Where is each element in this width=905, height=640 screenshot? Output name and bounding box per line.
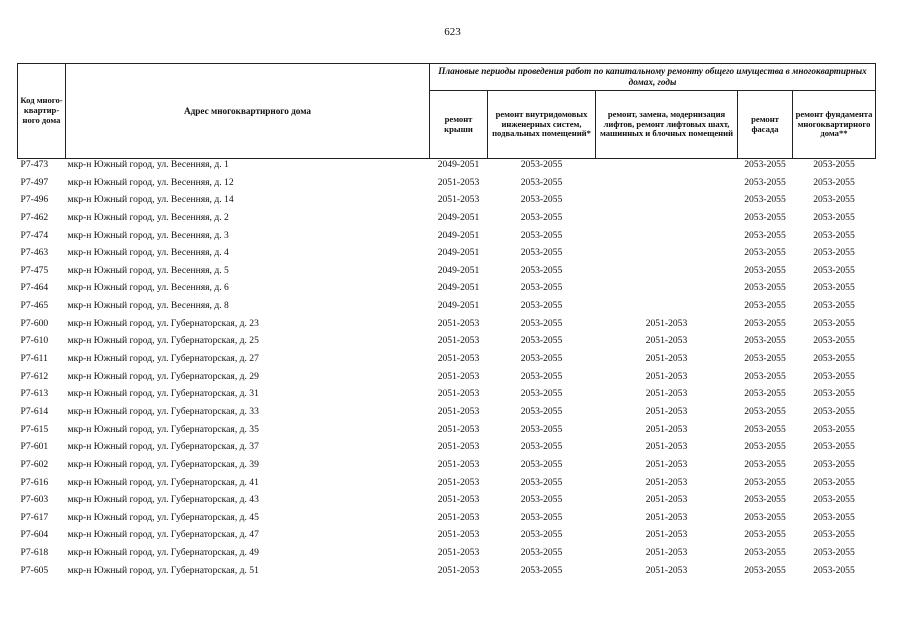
cell-elevators: 2051-2053 <box>645 423 688 435</box>
cell-address: мкр-н Южный город, ул. Губернаторская, д. 35 <box>67 423 259 435</box>
cell-address: мкр-н Южный город, ул. Весенняя, д. 8 <box>67 300 229 312</box>
cell-engineering: 2053-2055 <box>520 547 563 559</box>
cell-elevators: 2051-2053 <box>645 441 688 453</box>
table-row <box>18 565 876 583</box>
cell-address: мкр-н Южный город, ул. Губернаторская, д. 39 <box>67 458 259 470</box>
cell-facade: 2053-2055 <box>744 494 786 506</box>
table-row <box>18 212 876 230</box>
cell-elevators: 2051-2053 <box>645 511 688 523</box>
cell-elevators <box>596 212 738 230</box>
cell-foundation: 2053-2055 <box>813 423 855 435</box>
cell-facade: 2053-2055 <box>744 176 786 188</box>
cell-engineering: 2053-2055 <box>520 370 563 382</box>
cell-elevators <box>596 159 738 177</box>
cell-engineering: 2053-2055 <box>520 317 563 329</box>
cell-address: мкр-н Южный город, ул. Губернаторская, д. 45 <box>67 511 259 523</box>
cell-roof: 2049-2051 <box>437 282 480 294</box>
cell-elevators <box>596 282 738 300</box>
cell-address: мкр-н Южный город, ул. Весенняя, д. 6 <box>67 282 229 294</box>
cell-roof: 2051-2053 <box>437 547 480 559</box>
cell-elevators: 2051-2053 <box>645 317 688 329</box>
cell-elevators: 2051-2053 <box>645 458 688 470</box>
cell-facade: 2053-2055 <box>744 564 786 576</box>
cell-foundation: 2053-2055 <box>813 317 855 329</box>
cell-roof: 2051-2053 <box>437 458 480 470</box>
table-row <box>18 265 876 283</box>
cell-elevators: 2051-2053 <box>645 564 688 576</box>
cell-facade: 2053-2055 <box>744 282 786 294</box>
cell-roof: 2049-2051 <box>437 159 480 170</box>
cell-foundation: 2053-2055 <box>813 335 855 347</box>
table-row <box>18 177 876 195</box>
cell-facade: 2053-2055 <box>744 547 786 559</box>
table-row <box>18 353 876 371</box>
cell-address: мкр-н Южный город, ул. Губернаторская, д. 37 <box>67 441 259 453</box>
cell-elevators: 2051-2053 <box>645 405 688 417</box>
table-row <box>18 230 876 248</box>
cell-facade: 2053-2055 <box>744 229 786 241</box>
cell-elevators <box>596 300 738 318</box>
cell-facade: 2053-2055 <box>744 405 786 417</box>
cell-engineering: 2053-2055 <box>520 159 563 170</box>
cell-elevators <box>596 177 738 195</box>
table-row <box>18 477 876 495</box>
table-row <box>18 247 876 265</box>
table-row <box>18 282 876 300</box>
header-elevators: ремонт, замена, модернизация лифтов, ремонт лифтовых шахт, машинных и блочных помещений <box>596 91 738 159</box>
cell-foundation: 2053-2055 <box>813 211 855 223</box>
cell-address: мкр-н Южный город, ул. Губернаторская, д. 33 <box>67 405 259 417</box>
cell-engineering: 2053-2055 <box>520 564 563 576</box>
cell-address: мкр-н Южный город, ул. Губернаторская, д. 41 <box>67 476 259 488</box>
header-roof: ремонт крыши <box>430 91 488 159</box>
cell-code: Р7-464 <box>20 282 49 294</box>
cell-foundation: 2053-2055 <box>813 458 855 470</box>
cell-elevators: 2051-2053 <box>645 547 688 559</box>
cell-roof: 2051-2053 <box>437 441 480 453</box>
table-row <box>18 300 876 318</box>
cell-code: Р7-610 <box>20 335 49 347</box>
cell-foundation: 2053-2055 <box>813 405 855 417</box>
cell-code: Р7-497 <box>20 176 49 188</box>
cell-elevators: 2051-2053 <box>645 370 688 382</box>
cell-code: Р7-617 <box>20 511 49 523</box>
cell-foundation: 2053-2055 <box>813 476 855 488</box>
cell-facade: 2053-2055 <box>744 529 786 541</box>
table-row <box>18 494 876 512</box>
table-row <box>18 529 876 547</box>
table-row <box>18 547 876 565</box>
cell-foundation: 2053-2055 <box>813 264 855 276</box>
cell-facade: 2053-2055 <box>744 159 786 170</box>
cell-roof: 2051-2053 <box>437 370 480 382</box>
cell-foundation: 2053-2055 <box>813 282 855 294</box>
cell-elevators: 2051-2053 <box>645 494 688 506</box>
cell-address: мкр-н Южный город, ул. Губернаторская, д. 47 <box>67 529 259 541</box>
cell-roof: 2051-2053 <box>437 423 480 435</box>
cell-facade: 2053-2055 <box>744 423 786 435</box>
cell-facade: 2053-2055 <box>744 458 786 470</box>
cell-engineering: 2053-2055 <box>520 529 563 541</box>
table-body <box>18 159 876 583</box>
cell-elevators <box>596 247 738 265</box>
cell-address: мкр-н Южный город, ул. Губернаторская, д. 51 <box>67 564 259 576</box>
cell-code: Р7-615 <box>20 423 49 435</box>
cell-roof: 2051-2053 <box>437 353 480 365</box>
cell-facade: 2053-2055 <box>744 370 786 382</box>
cell-code: Р7-473 <box>20 159 49 170</box>
cell-elevators: 2051-2053 <box>645 388 688 400</box>
cell-roof: 2051-2053 <box>437 529 480 541</box>
cell-engineering: 2053-2055 <box>520 458 563 470</box>
cell-foundation: 2053-2055 <box>813 441 855 453</box>
cell-facade: 2053-2055 <box>744 247 786 259</box>
cell-roof: 2049-2051 <box>437 211 480 223</box>
cell-foundation: 2053-2055 <box>813 353 855 365</box>
cell-elevators <box>596 194 738 212</box>
cell-code: Р7-496 <box>20 194 49 206</box>
cell-elevators: 2051-2053 <box>645 529 688 541</box>
cell-foundation: 2053-2055 <box>813 388 855 400</box>
table-row <box>18 388 876 406</box>
cell-code: Р7-600 <box>20 317 49 329</box>
header-foundation: ремонт фундамента многоквартирного дома** <box>793 91 876 159</box>
cell-foundation: 2053-2055 <box>813 547 855 559</box>
cell-facade: 2053-2055 <box>744 300 786 312</box>
cell-address: мкр-н Южный город, ул. Губернаторская, д. 25 <box>67 335 259 347</box>
header-address: Адрес многоквартирного дома <box>66 64 430 159</box>
cell-address: мкр-н Южный город, ул. Губернаторская, д. 31 <box>67 388 259 400</box>
cell-code: Р7-614 <box>20 405 49 417</box>
cell-engineering: 2053-2055 <box>520 335 563 347</box>
cell-code: Р7-462 <box>20 211 49 223</box>
cell-roof: 2051-2053 <box>437 494 480 506</box>
cell-roof: 2049-2051 <box>437 229 480 241</box>
cell-address: мкр-н Южный город, ул. Весенняя, д. 1 <box>67 159 229 170</box>
cell-engineering: 2053-2055 <box>520 353 563 365</box>
cell-facade: 2053-2055 <box>744 264 786 276</box>
cell-foundation: 2053-2055 <box>813 529 855 541</box>
cell-facade: 2053-2055 <box>744 194 786 206</box>
cell-elevators: 2051-2053 <box>645 476 688 488</box>
cell-facade: 2053-2055 <box>744 335 786 347</box>
cell-address: мкр-н Южный город, ул. Губернаторская, д. 23 <box>67 317 259 329</box>
table-row <box>18 159 876 177</box>
cell-roof: 2051-2053 <box>437 511 480 523</box>
cell-roof: 2051-2053 <box>437 564 480 576</box>
header-periods-group: Плановые периоды проведения работ по капитальному ремонту общего имущества в многоквартирных домах, годы <box>430 64 876 91</box>
cell-engineering: 2053-2055 <box>520 264 563 276</box>
cell-roof: 2049-2051 <box>437 300 480 312</box>
cell-code: Р7-474 <box>20 229 49 241</box>
cell-engineering: 2053-2055 <box>520 300 563 312</box>
cell-code: Р7-612 <box>20 370 49 382</box>
cell-address: мкр-н Южный город, ул. Губернаторская, д. 27 <box>67 353 259 365</box>
cell-code: Р7-613 <box>20 388 49 400</box>
cell-code: Р7-602 <box>20 458 49 470</box>
cell-engineering: 2053-2055 <box>520 211 563 223</box>
table-row <box>18 318 876 336</box>
cell-code: Р7-605 <box>20 564 49 576</box>
cell-foundation: 2053-2055 <box>813 494 855 506</box>
cell-roof: 2049-2051 <box>437 264 480 276</box>
cell-roof: 2051-2053 <box>437 388 480 400</box>
table-row <box>18 194 876 212</box>
cell-elevators <box>596 230 738 248</box>
cell-facade: 2053-2055 <box>744 211 786 223</box>
cell-foundation: 2053-2055 <box>813 370 855 382</box>
cell-engineering: 2053-2055 <box>520 282 563 294</box>
capital-repair-table <box>17 63 876 582</box>
cell-foundation: 2053-2055 <box>813 159 855 170</box>
cell-engineering: 2053-2055 <box>520 511 563 523</box>
cell-address: мкр-н Южный город, ул. Весенняя, д. 4 <box>67 247 229 259</box>
cell-facade: 2053-2055 <box>744 511 786 523</box>
cell-roof: 2051-2053 <box>437 476 480 488</box>
cell-facade: 2053-2055 <box>744 476 786 488</box>
cell-facade: 2053-2055 <box>744 441 786 453</box>
cell-facade: 2053-2055 <box>744 353 786 365</box>
cell-engineering: 2053-2055 <box>520 229 563 241</box>
cell-code: Р7-616 <box>20 476 49 488</box>
cell-elevators: 2051-2053 <box>645 335 688 347</box>
cell-address: мкр-н Южный город, ул. Весенняя, д. 14 <box>67 194 234 206</box>
cell-code: Р7-601 <box>20 441 49 453</box>
header-engineering: ремонт внутридомовых инженерных систем, подвальных помещений* <box>488 91 596 159</box>
table-header <box>18 64 876 159</box>
cell-engineering: 2053-2055 <box>520 388 563 400</box>
cell-facade: 2053-2055 <box>744 388 786 400</box>
cell-facade: 2053-2055 <box>744 317 786 329</box>
cell-foundation: 2053-2055 <box>813 564 855 576</box>
cell-address: мкр-н Южный город, ул. Губернаторская, д. 49 <box>67 547 259 559</box>
cell-engineering: 2053-2055 <box>520 441 563 453</box>
cell-code: Р7-465 <box>20 300 49 312</box>
cell-roof: 2051-2053 <box>437 176 480 188</box>
cell-foundation: 2053-2055 <box>813 176 855 188</box>
cell-foundation: 2053-2055 <box>813 194 855 206</box>
cell-foundation: 2053-2055 <box>813 247 855 259</box>
cell-code: Р7-475 <box>20 264 49 276</box>
cell-address: мкр-н Южный город, ул. Весенняя, д. 12 <box>67 176 234 188</box>
cell-foundation: 2053-2055 <box>813 229 855 241</box>
table-row <box>18 512 876 530</box>
cell-code: Р7-604 <box>20 529 49 541</box>
table-row <box>18 406 876 424</box>
cell-engineering: 2053-2055 <box>520 194 563 206</box>
cell-roof: 2051-2053 <box>437 335 480 347</box>
cell-address: мкр-н Южный город, ул. Весенняя, д. 3 <box>67 229 229 241</box>
page-number: 623 <box>444 26 461 38</box>
cell-address: мкр-н Южный город, ул. Весенняя, д. 5 <box>67 264 229 276</box>
cell-address: мкр-н Южный город, ул. Губернаторская, д. 29 <box>67 370 259 382</box>
cell-foundation: 2053-2055 <box>813 300 855 312</box>
cell-code: Р7-463 <box>20 247 49 259</box>
cell-engineering: 2053-2055 <box>520 405 563 417</box>
cell-engineering: 2053-2055 <box>520 247 563 259</box>
cell-roof: 2051-2053 <box>437 194 480 206</box>
cell-address: мкр-н Южный город, ул. Губернаторская, д. 43 <box>67 494 259 506</box>
table-row <box>18 371 876 389</box>
cell-code: Р7-611 <box>20 353 48 365</box>
cell-engineering: 2053-2055 <box>520 494 563 506</box>
cell-engineering: 2053-2055 <box>520 476 563 488</box>
header-facade: ремонт фасада <box>738 91 793 159</box>
cell-roof: 2049-2051 <box>437 247 480 259</box>
cell-elevators <box>596 265 738 283</box>
cell-address: мкр-н Южный город, ул. Весенняя, д. 2 <box>67 211 229 223</box>
cell-roof: 2051-2053 <box>437 405 480 417</box>
cell-engineering: 2053-2055 <box>520 423 563 435</box>
cell-foundation: 2053-2055 <box>813 511 855 523</box>
cell-code: Р7-618 <box>20 547 49 559</box>
table-row <box>18 459 876 477</box>
table-row <box>18 441 876 459</box>
header-code: Код много-квартир-ного дома <box>18 64 66 159</box>
cell-roof: 2051-2053 <box>437 317 480 329</box>
table-row <box>18 424 876 442</box>
table-row <box>18 335 876 353</box>
cell-engineering: 2053-2055 <box>520 176 563 188</box>
cell-elevators: 2051-2053 <box>645 353 688 365</box>
cell-code: Р7-603 <box>20 494 49 506</box>
